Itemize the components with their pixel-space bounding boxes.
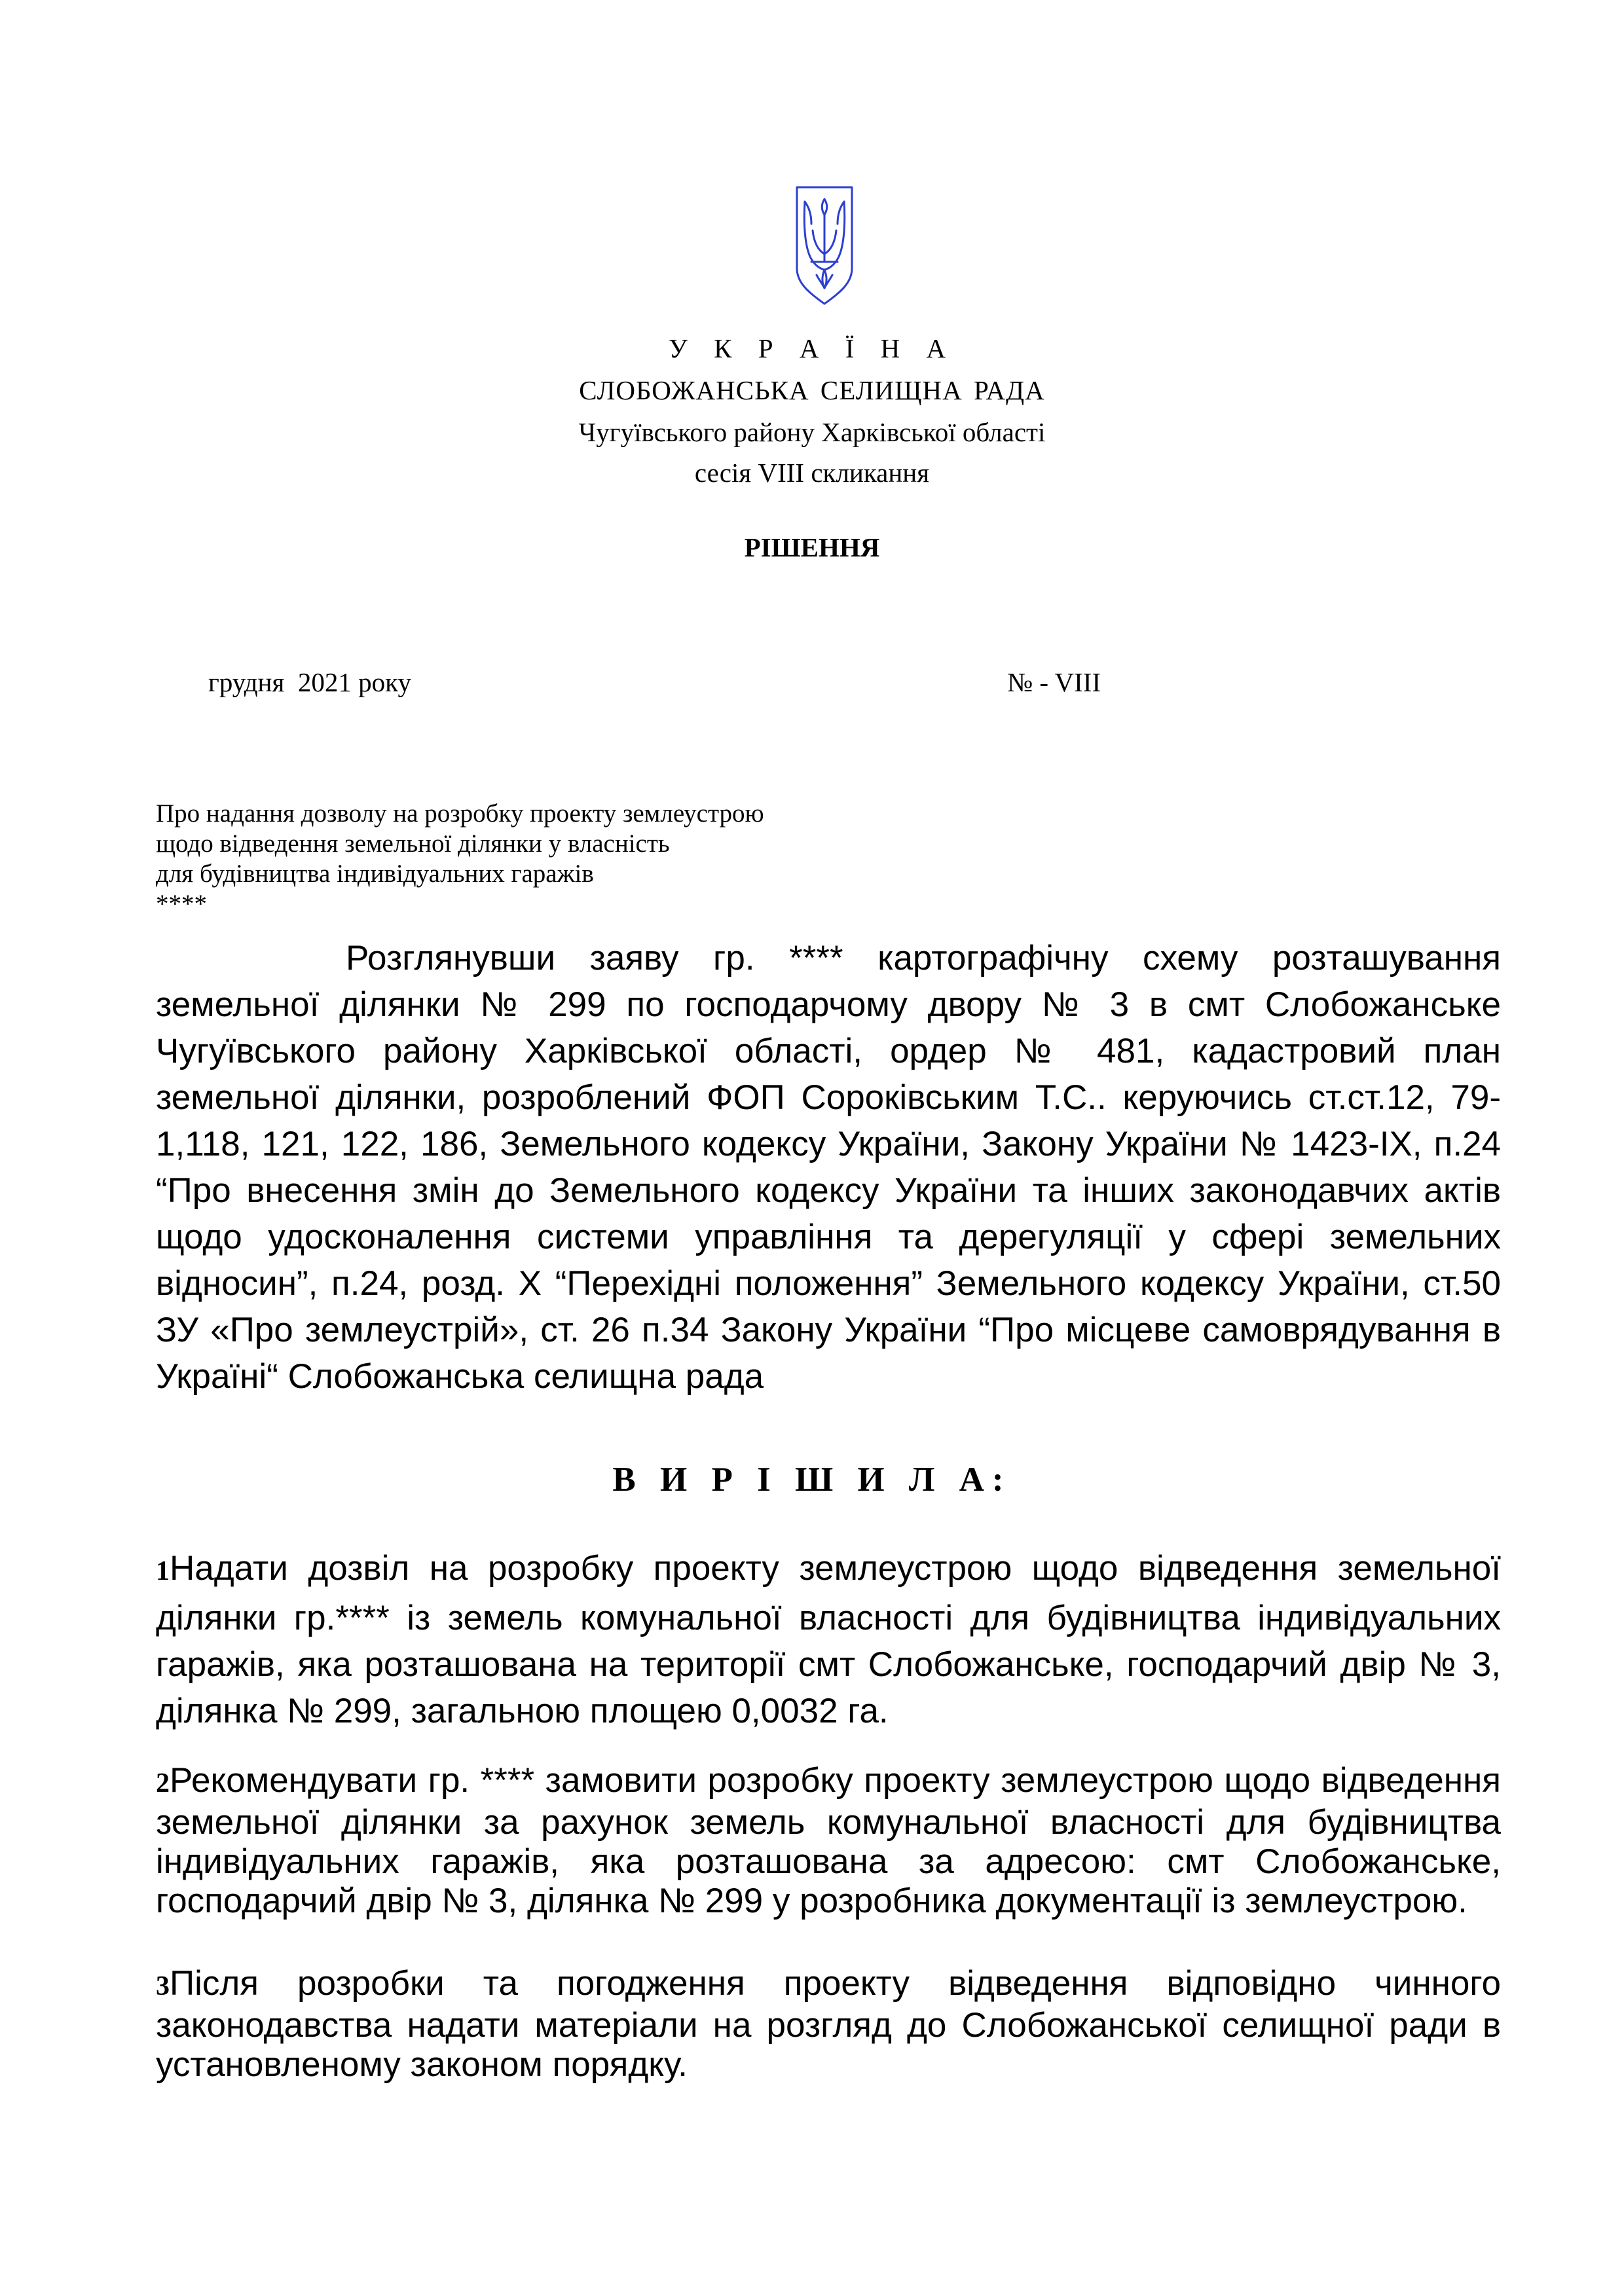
subject-line: **** [156,890,207,918]
district-name: Чугуївського району Харківської області [578,417,1046,447]
document-date: грудня 2021 року [208,667,411,697]
country-name: У К Р А Ї Н А [668,333,956,363]
document-subject [156,799,1007,919]
decided-heading: В И Р І Ш И Л А: [612,1461,1012,1499]
decision-item-1 [156,1545,1501,1734]
item-number: 3 [156,1971,170,2001]
trident-emblem-icon [794,185,855,306]
item-number: 2 [156,1768,170,1798]
item-text: Рекомендувати гр. **** замовити розробку проекту землеустрою щодо відведення земельної ділянки за рахунок земель комунальної власності для будівництва індивідуальних гаражів, яка розташована за адресою: смт Слобожанське, господарчий двір № 3, ділянка № 299 у розробника документації із землеустрою. [156,1761,1501,1920]
item-number: 1 [156,1556,170,1586]
decision-item-2 [156,1761,1501,1921]
document-number: № - VIII [1007,667,1101,697]
preamble-paragraph [156,935,1501,1400]
council-name: СЛОБОЖАНСЬКА СЕЛИЩНА РАДА [579,375,1045,405]
subject-line: Про надання дозволу на розробку проекту землеустрою [156,799,764,828]
subject-line: щодо відведення земельної ділянки у власність [156,829,670,858]
preamble-text: Розглянувши заяву гр. **** картографічну схему розташування земельної ділянки № 299 по господарчому двору № 3 в смт Слобожанське Чугуївського району Харківської області, ордер № 481, кадастровий план земельної ділянки, розроблений ФОП Сороківським Т.С.. керуючись ст.ст.12, 79-1,118, 121, 122, 186, Земельного кодексу України, Закону України № 1423-IX, п.24 “Про внесення змін до Земельного кодексу України та інших законодавчих актів щодо удосконалення системи управління та дерегуляції у сфері земельних відносин”, п.24, розд. Х “Перехідні положення” Земельного кодексу України, ст.50 ЗУ «Про землеустрій», ст. 26 п.34 Закону України “Про місцеве самоврядування в Україні“ Слобожанська селищна рада [156,939,1501,1396]
item-text: Надати дозвіл на розробку проекту землеустрою щодо відведення земельної ділянки гр.**** із земель комунальної власності для будівництва індивідуальних гаражів, яка розташована на території смт Слобожанське, господарчий двір № 3, ділянка № 299, загальною площею 0,0032 га. [156,1549,1501,1730]
subject-line: для будівництва індивідуальних гаражів [156,860,594,888]
session-name: сесія VIII скликання [694,458,930,488]
document-title: РІШЕННЯ [744,532,880,562]
decision-item-3 [156,1964,1501,2085]
item-text: Після розробки та погодження проекту відведення відповідно чинного законодавства надати матеріали на розгляд до Слобожанської селищної ради в установленому законом порядку. [156,1964,1501,2084]
